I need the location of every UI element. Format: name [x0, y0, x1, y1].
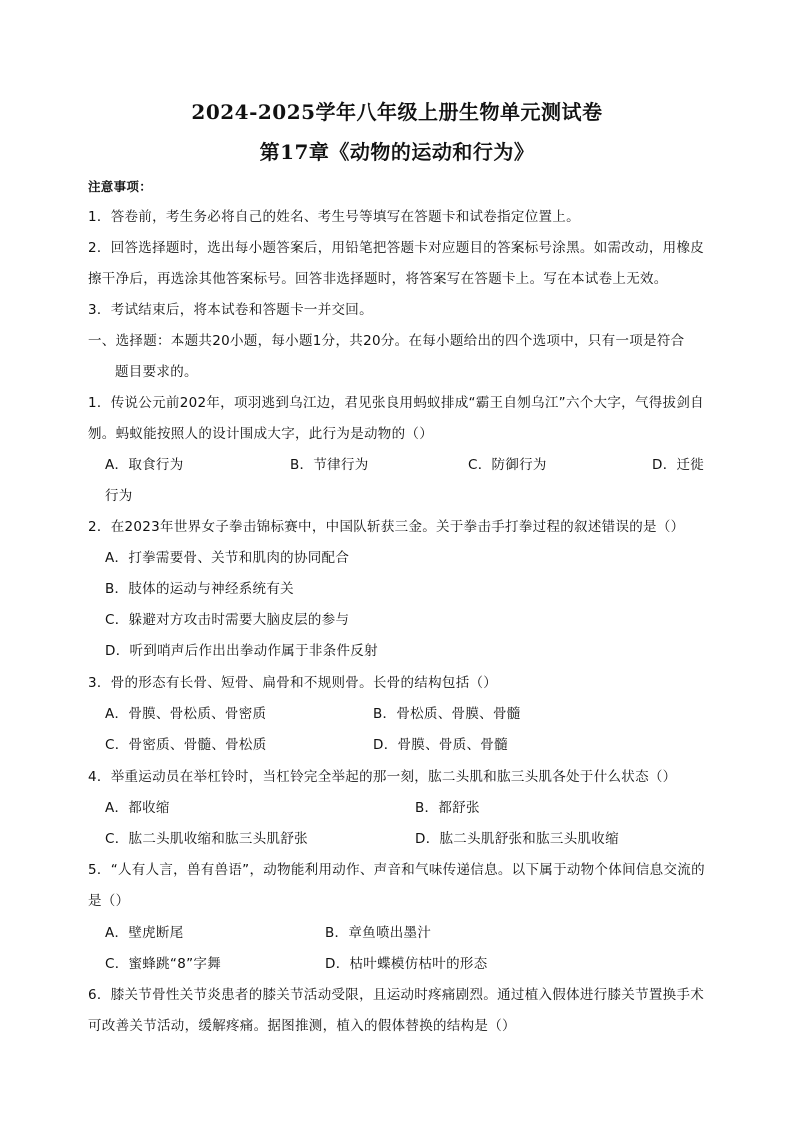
page-subtitle: 第17章《动物的运动和行为》 [259, 140, 535, 164]
option-d[interactable]: D．枯叶蝶模仿枯叶的形态 [325, 956, 488, 972]
option-d-wrap: 行为 [105, 488, 133, 504]
question-stem: 4．举重运动员在举杠铃时，当杠铃完全举起的那一刻，肱二头肌和肱三头肌各处于什么状态（） [88, 769, 677, 785]
question-stem: 3．骨的形态有长骨、短骨、扁骨和不规则骨。长骨的结构包括（） [88, 675, 498, 691]
option-a[interactable]: A．壁虎断尾 [105, 925, 184, 941]
option-a[interactable]: A．骨膜、骨松质、骨密质 [105, 706, 267, 722]
option-c[interactable]: C．防御行为 [468, 457, 547, 473]
question-stem: 可改善关节活动，缓解疼痛。据图推测，植入的假体替换的结构是（） [88, 1018, 516, 1034]
notice-item: 1．答卷前，考生务必将自己的姓名、考生号等填写在答题卡和试卷指定位置上。 [88, 209, 580, 225]
option-c[interactable]: C．肱二头肌收缩和肱三头肌舒张 [105, 831, 308, 847]
notice-heading: 注意事项： [88, 179, 153, 194]
question-stem: 是（） [88, 893, 130, 909]
option-c[interactable]: C．蜜蜂跳“8”字舞 [105, 956, 222, 972]
option-b[interactable]: B．肢体的运动与神经系统有关 [105, 581, 294, 597]
option-d[interactable]: D．听到哨声后作出出拳动作属于非条件反射 [105, 643, 378, 659]
option-a[interactable]: A．取食行为 [105, 457, 184, 473]
question-stem: 6．膝关节骨性关节炎患者的膝关节活动受限，且运动时疼痛剧烈。通过植入假体进行膝关节置换手术 [88, 987, 705, 1003]
option-d[interactable]: D．骨膜、骨质、骨髓 [373, 737, 508, 753]
section-heading-cont: 题目要求的。 [115, 364, 198, 380]
option-c[interactable]: C．骨密质、骨髓、骨松质 [105, 737, 267, 753]
option-b[interactable]: B．都舒张 [415, 800, 480, 816]
option-d[interactable]: D．肱二头肌舒张和肱三头肌收缩 [415, 831, 619, 847]
option-a[interactable]: A．打拳需要骨、关节和肌肉的协同配合 [105, 550, 350, 566]
notice-item: 3．考试结束后，将本试卷和答题卡一并交回。 [88, 302, 373, 318]
option-d[interactable]: D．迁徙 [652, 457, 705, 473]
section-heading: 一、选择题：本题共20小题，每小题1分，共20分。在每小题给出的四个选项中，只有一项是符合 [88, 333, 685, 349]
option-a[interactable]: A．都收缩 [105, 800, 170, 816]
question-stem: 5．“人有人言，兽有兽语”，动物能利用动作、声音和气味传递信息。以下属于动物个体间信息交流的 [88, 862, 705, 878]
notice-item: 2．回答选择题时，选出每小题答案后，用铅笔把答题卡对应题目的答案标号涂黑。如需改动，用橡皮 [88, 240, 705, 256]
option-b[interactable]: B．章鱼喷出墨汁 [325, 925, 432, 941]
page-title: 2024-2025学年八年级上册生物单元测试卷 [191, 100, 603, 124]
notice-item: 擦干净后，再选涂其他答案标号。回答非选择题时，将答案写在答题卡上。写在本试卷上无效。 [88, 271, 668, 287]
option-b[interactable]: B．骨松质、骨膜、骨髓 [373, 706, 521, 722]
question-stem: 2．在2023年世界女子拳击锦标赛中，中国队斩获三金。关于拳击手打拳过程的叙述错误的是（） [88, 519, 685, 535]
option-c[interactable]: C．躲避对方攻击时需要大脑皮层的参与 [105, 612, 350, 628]
question-stem: 1．传说公元前202年，项羽逃到乌江边，君见张良用蚂蚁排成“霸王自刎乌江”六个大字，气得拔剑自 [88, 395, 704, 411]
option-b[interactable]: B．节律行为 [290, 457, 369, 473]
question-stem: 刎。蚂蚁能按照人的设计围成大字，此行为是动物的（） [88, 426, 433, 442]
